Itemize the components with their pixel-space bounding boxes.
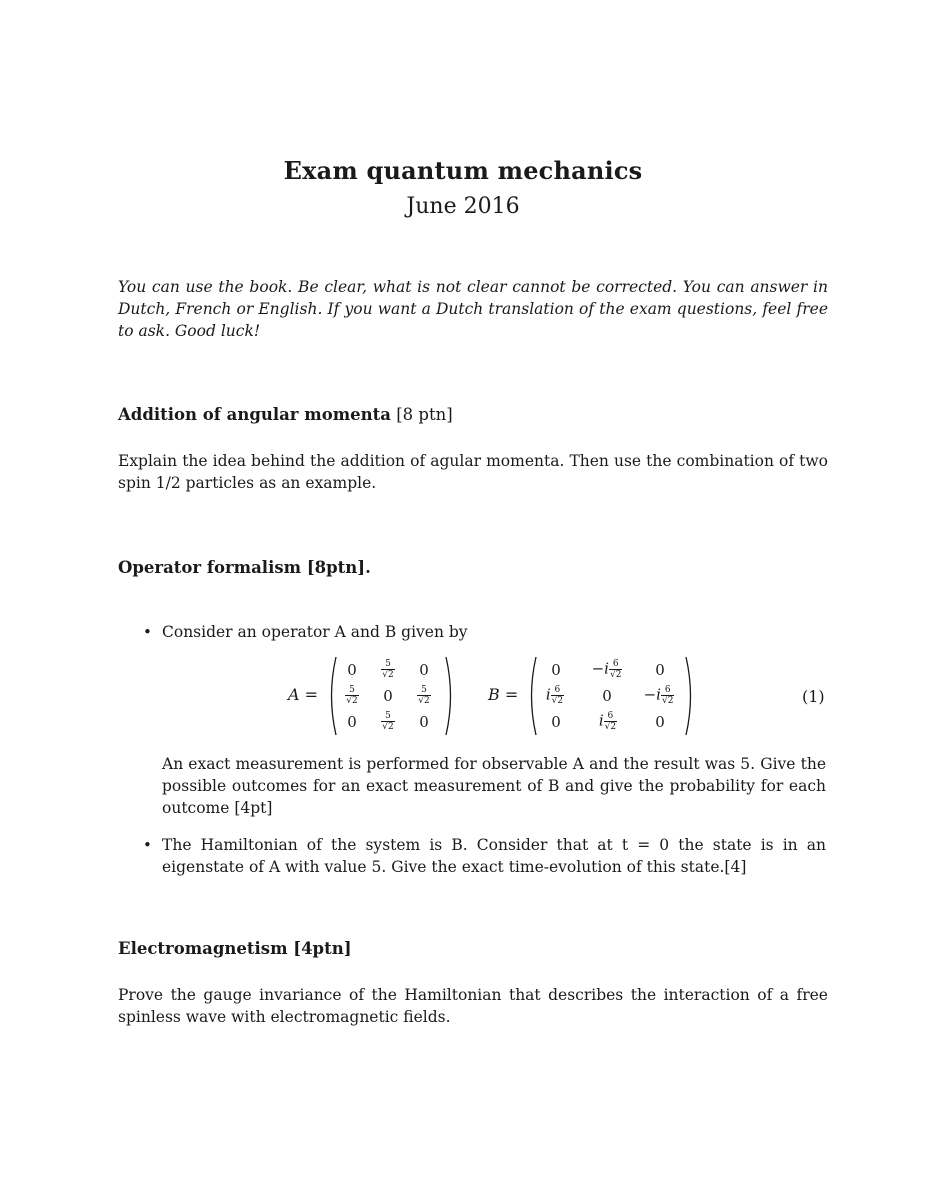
matrix-cell: 0 [551, 713, 561, 731]
matrix-cell: $\frac{5}{√2}$ [346, 685, 358, 706]
matrix-cell: 0 [347, 713, 357, 731]
exam-instructions: You can use the book. Be clear, what is not clear cannot be corrected. You can answer in Dutch, French or English. If you want a Dutch translation of the exam questions, feel free to ask. Good luck! [118, 278, 828, 340]
bullet-text-hamiltonian: The Hamiltonian of the system is B. Consider that at t = 0 the state is in an eigenstate of A with value 5. Give the exact time-evolution of this state.[4] [162, 836, 826, 876]
matrix-cell: 0 [655, 713, 665, 731]
matrix-cell: i $\frac{6}{√2}$ [545, 685, 564, 706]
matrix-cell: $\frac{5}{√2}$ [382, 659, 394, 680]
right-paren-icon [684, 655, 696, 737]
matrix-cell: 0 [655, 661, 665, 679]
bullet-text-operators: Consider an operator A and B given by [162, 623, 468, 641]
exam-date: June 2016 [406, 194, 520, 219]
matrix-cell: $\frac{5}{√2}$ [418, 685, 430, 706]
matrix-cell: 0 [602, 687, 612, 705]
matrix-cell: −i $\frac{6}{√2}$ [591, 659, 622, 680]
bullet-marker: • [143, 623, 152, 641]
matrix-cell: 0 [419, 713, 429, 731]
matrix-b-label: B = [488, 685, 519, 704]
bullet-text-measurement: An exact measurement is performed for observable A and the result was 5. Give the possible outcomes for an exact measurement of B and give the probability for each outcome [4pt] [162, 755, 826, 817]
right-paren-icon [444, 655, 456, 737]
exam-title: Exam quantum mechanics [283, 156, 643, 185]
section-title: Electromagnetism [4ptn] [118, 939, 352, 958]
matrix-equation [288, 655, 708, 737]
matrix-cell: 0 [551, 661, 561, 679]
section-heading-angular-momenta [118, 405, 453, 424]
bullet-marker: • [143, 836, 152, 854]
section-heading-operator-formalism [118, 558, 371, 577]
matrix-cell: 0 [419, 661, 429, 679]
section-title: Operator formalism [8ptn]. [118, 558, 371, 577]
matrix-cell: 0 [347, 661, 357, 679]
matrix-cell: 0 [383, 687, 393, 705]
section-body-angular-momenta: Explain the idea behind the addition of agular momenta. Then use the combination of two spin 1/2 particles as an example. [118, 452, 828, 492]
section-heading-electromagnetism [118, 939, 352, 958]
matrix-cell: i $\frac{6}{√2}$ [598, 711, 617, 732]
matrix-a [288, 655, 463, 737]
matrix-a-label: A = [288, 685, 319, 704]
section-title: Addition of angular momenta [118, 405, 391, 424]
matrix-cell: −i $\frac{6}{√2}$ [643, 685, 674, 706]
matrix-b [488, 655, 698, 737]
section-points: [8 ptn] [396, 405, 453, 424]
matrix-cell: $\frac{5}{√2}$ [382, 711, 394, 732]
equation-number: (1) [802, 687, 825, 706]
section-body-electromagnetism: Prove the gauge invariance of the Hamiltonian that describes the interaction of a free spinless wave with electromagnetic fields. [118, 986, 828, 1026]
